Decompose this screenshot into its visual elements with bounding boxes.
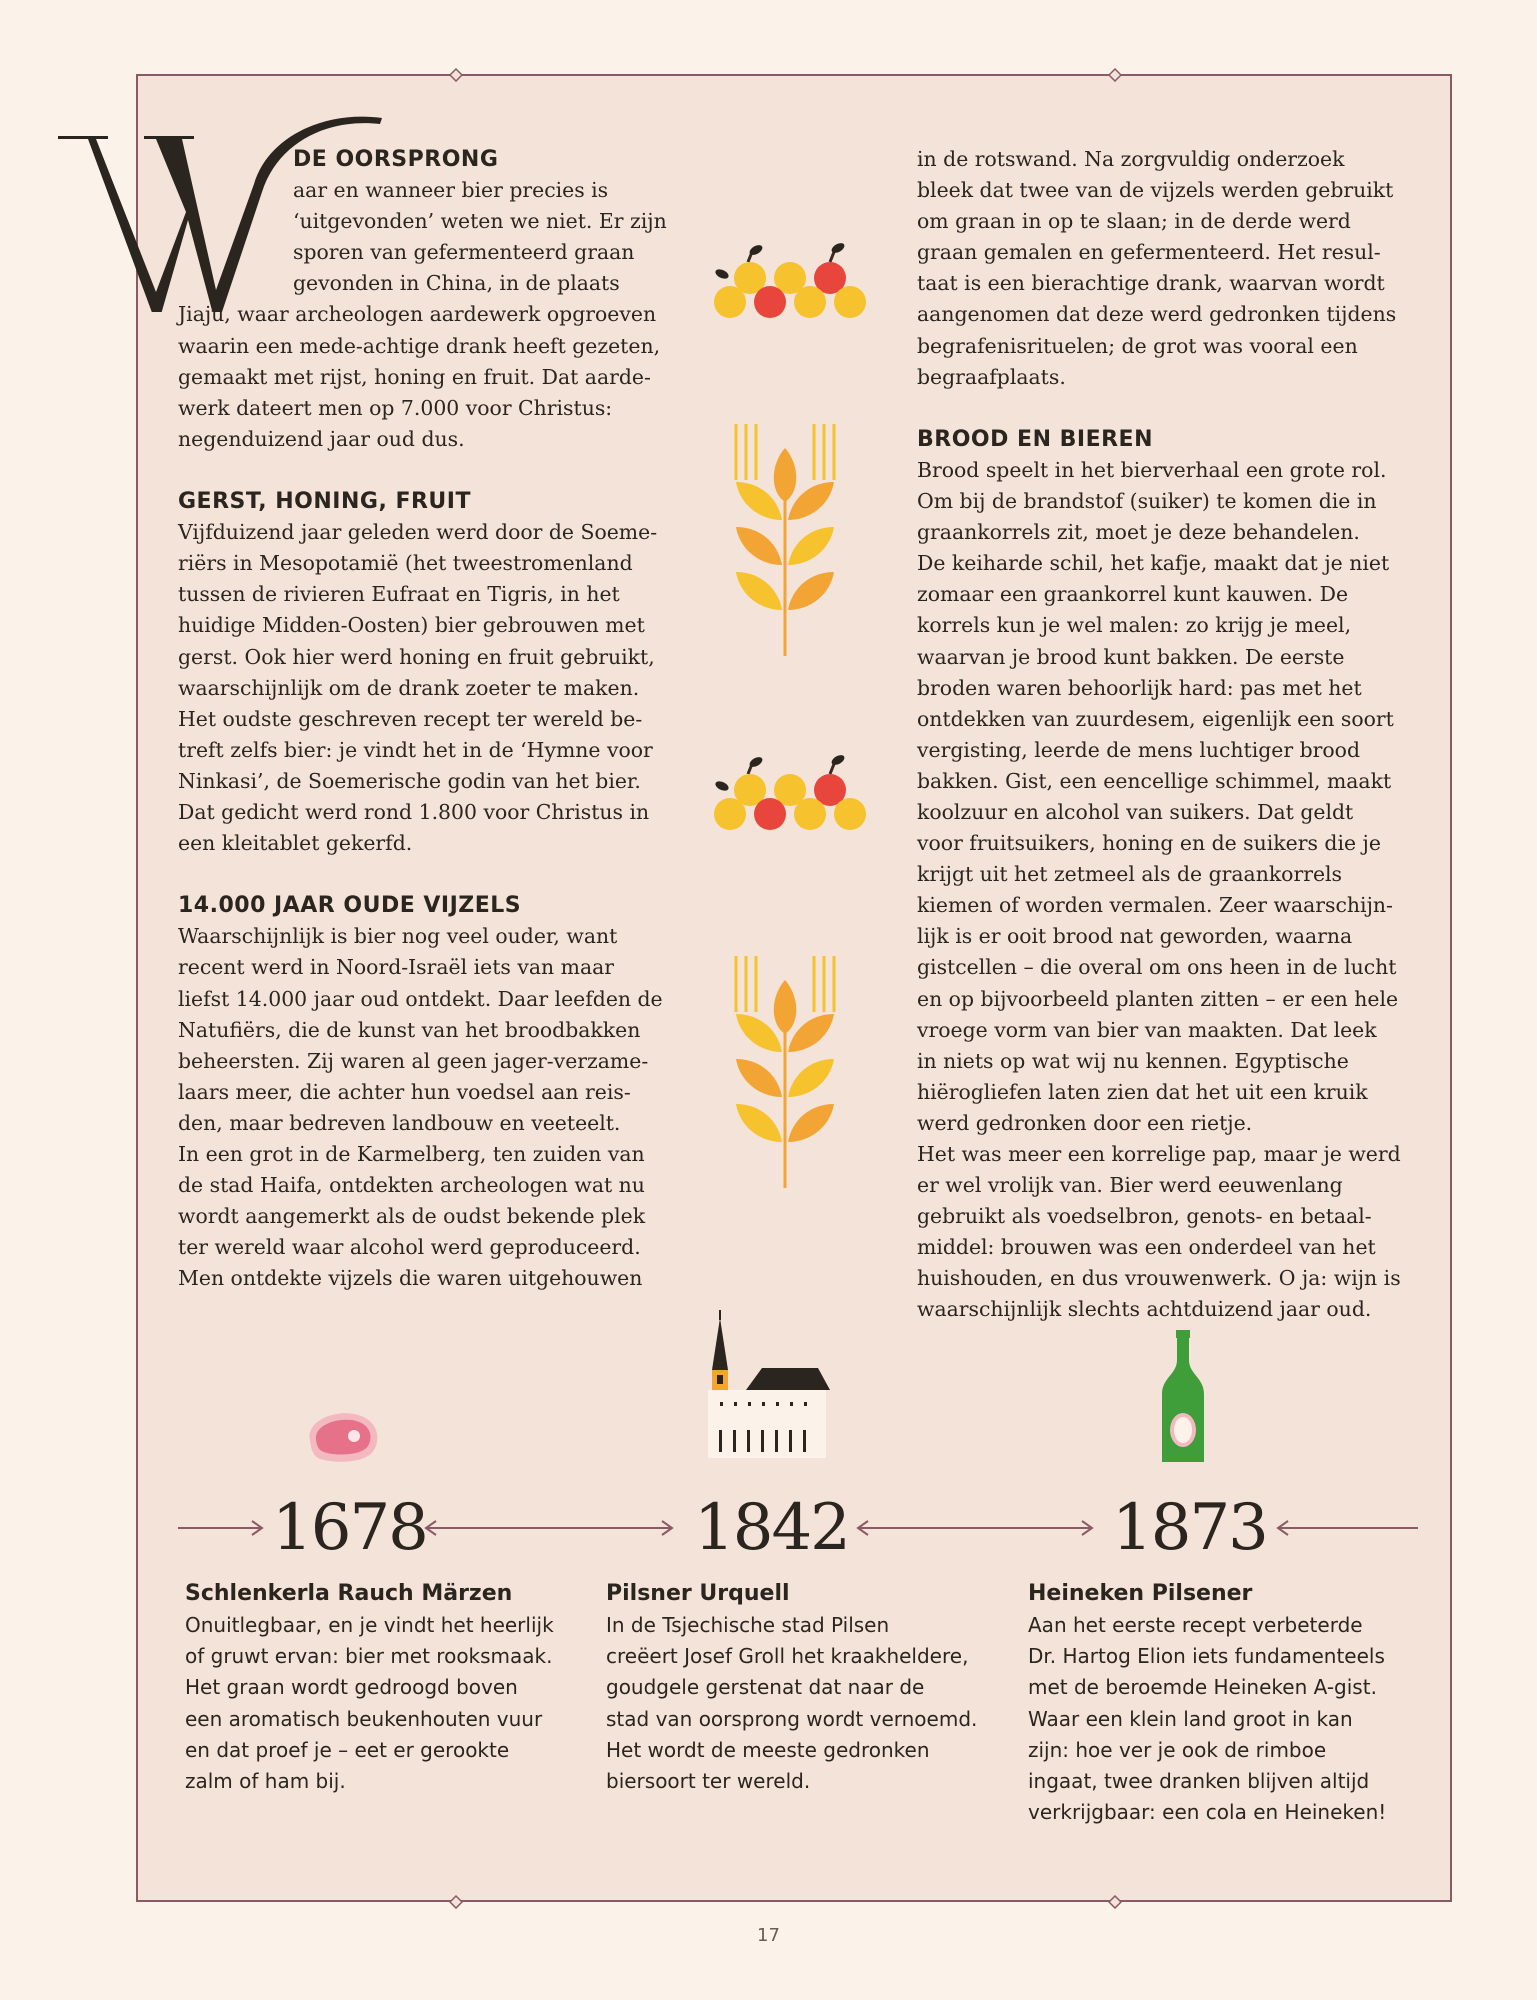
text-line: gebruikt als voedselbron, genots- en betaal- xyxy=(917,1204,1372,1229)
text-line: recent werd in Noord-Israël iets van maar xyxy=(178,955,615,980)
text-line: een kleitablet gekerfd. xyxy=(178,831,413,856)
text-line: broden waren behoorlijk hard: pas met het xyxy=(917,675,1362,700)
text-line: Vijfduizend jaar geleden werd door de Soeme- xyxy=(178,520,658,545)
text-line: Dr. Hartog Elion iets fundamenteels xyxy=(1028,1644,1385,1669)
text-line: middel: brouwen was een onderdeel van het xyxy=(917,1235,1376,1260)
text-line: ‘uitgevonden’ weten we niet. Er zijn xyxy=(293,209,667,234)
section-heading: BROOD EN BIEREN xyxy=(917,426,1153,452)
wheat-icon xyxy=(730,420,840,664)
text-line: Waarschijnlijk is bier nog veel ouder, want xyxy=(178,924,618,949)
timeline-entry xyxy=(606,1578,977,1797)
text-line: en dat proef je – eet er gerookte xyxy=(185,1737,510,1762)
text-line: in niets op wat wij nu kennen. Egyptische xyxy=(917,1048,1349,1073)
page-number: 17 xyxy=(757,1925,780,1946)
text-line: Het wordt de meeste gedronken xyxy=(606,1737,930,1762)
diamond-ornament-icon xyxy=(449,1895,463,1909)
timeline-year: 1678 xyxy=(272,1491,427,1565)
section-heading: 14.000 JAAR OUDE VIJZELS xyxy=(178,893,522,919)
text-line: treft zelfs bier: je vindt het in de ‘Hymne voor xyxy=(178,737,653,762)
entry-title: Pilsner Urquell xyxy=(606,1581,790,1606)
wheat-icon xyxy=(730,952,840,1196)
text-line: graankorrels zit, moet je deze behandelen. xyxy=(917,520,1360,545)
text-line: zijn: hoe ver je ook de rimboe xyxy=(1028,1737,1327,1762)
text-line: negenduizend jaar oud dus. xyxy=(178,426,465,451)
text-line: waarvan je brood kunt bakken. De eerste xyxy=(917,644,1345,669)
text-line: vergisting, leerde de mens luchtiger brood xyxy=(917,737,1360,762)
text-line: tussen de rivieren Eufraat en Tigris, in het xyxy=(178,582,620,607)
text-line: riërs in Mesopotamië (het tweestromenland xyxy=(178,551,633,576)
text-line: kiemen of worden vermalen. Zeer waarschijn- xyxy=(917,893,1393,918)
text-line: biersoort ter wereld. xyxy=(606,1769,811,1794)
text-line: liefst 14.000 jaar oud ontdekt. Daar leefden de xyxy=(178,986,663,1011)
text-line: huidige Midden-Oosten) bier gebrouwen met xyxy=(178,613,645,638)
text-line: creëert Josef Groll het kraakheldere, xyxy=(606,1644,969,1669)
diamond-ornament-icon xyxy=(1108,1895,1122,1909)
column-left xyxy=(178,144,667,1294)
text-line: krijgt uit het zetmeel als de graankorrels xyxy=(917,862,1343,887)
entry-title: Schlenkerla Rauch Märzen xyxy=(185,1581,513,1606)
text-line: er wel vrolijk van. Bier werd eeuwenlang xyxy=(917,1173,1343,1198)
diamond-ornament-icon xyxy=(1108,68,1122,82)
text-line: gerst. Ook hier werd honing en fruit gebruikt, xyxy=(178,644,655,669)
text-line: De keiharde schil, het kafje, maakt dat je niet xyxy=(917,551,1390,576)
text-line: in de rotswand. Na zorgvuldig onderzoek xyxy=(917,147,1345,171)
text-line: lijk is er ooit brood nat geworden, waarna xyxy=(917,924,1353,949)
brewery-icon xyxy=(706,1310,830,1464)
text-line: waarin een mede-achtige drank heeft gezeten, xyxy=(178,333,661,358)
text-line: wordt aangemerkt als de oudst bekende plek xyxy=(178,1204,646,1229)
timeline-year: 1873 xyxy=(1112,1491,1267,1565)
text-line: taat is een bierachtige drank, waarvan wordt xyxy=(917,271,1385,296)
text-line: Onuitlegbaar, en je vindt het heerlijk xyxy=(185,1613,554,1637)
text-line: ter wereld waar alcohol werd geproduceerd. xyxy=(178,1235,641,1260)
text-line: Natufiërs, die de kunst van het broodbakken xyxy=(178,1017,641,1042)
text-line: Om bij de brandstof (suiker) te komen die in xyxy=(917,489,1377,514)
text-line: huishouden, en dus vrouwenwerk. O ja: wijn is xyxy=(917,1266,1401,1291)
column-right xyxy=(917,144,1401,1326)
text-line: bakken. Gist, een eencellige schimmel, maakt xyxy=(917,768,1392,793)
text-line: waarschijnlijk om de drank zoeter te maken. xyxy=(178,675,640,700)
text-line: Aan het eerste recept verbeterde xyxy=(1028,1613,1363,1637)
diamond-ornament-icon xyxy=(449,68,463,82)
text-line: voor fruitsuikers, honing en de suikers die je xyxy=(917,831,1381,856)
text-line: Waar een klein land groot in kan xyxy=(1028,1706,1353,1731)
text-line: hiërogliefen laten zien dat het uit een kruik xyxy=(917,1079,1368,1104)
text-line: zomaar een graankorrel kunt kauwen. De xyxy=(917,582,1349,607)
text-line: goudgele gerstenat dat naar de xyxy=(606,1675,925,1700)
text-line: gemaakt met rijst, honing en fruit. Dat aarde- xyxy=(178,364,651,389)
text-line: korrels kun je wel malen: zo krijg je meel, xyxy=(917,613,1352,638)
text-line: vroege vorm van bier van maakten. Dat leek xyxy=(917,1017,1377,1042)
entry-title: Heineken Pilsener xyxy=(1028,1581,1253,1606)
text-line: de stad Haifa, ontdekten archeologen wat nu xyxy=(178,1173,645,1198)
text-line: verkrijgbaar: een cola en Heineken! xyxy=(1028,1800,1387,1825)
text-line: laars meer, die achter hun voedsel aan reis- xyxy=(178,1079,631,1104)
text-line: om graan in op te slaan; in de derde werd xyxy=(917,209,1351,234)
text-line: ingaat, twee dranken blijven altijd xyxy=(1028,1769,1370,1794)
text-line: werd gedronken door een rietje. xyxy=(917,1110,1253,1135)
text-line: gevonden in China, in de plaats xyxy=(293,271,620,296)
text-line: Jiaju, waar archeologen aardewerk opgroeven xyxy=(178,302,657,327)
text-line: In de Tsjechische stad Pilsen xyxy=(606,1613,890,1637)
text-line: een aromatisch beukenhouten vuur xyxy=(185,1706,543,1731)
text-line: stad van oorsprong wordt vernoemd. xyxy=(606,1706,978,1731)
fruit-icon xyxy=(712,232,872,326)
timeline-year: 1842 xyxy=(694,1491,849,1565)
beer-bottle-icon xyxy=(1160,1330,1206,1468)
text-line: koolzuur en alcohol van suikers. Dat geldt xyxy=(917,799,1354,824)
steak-icon xyxy=(302,1408,382,1470)
text-line: bleek dat twee van de vijzels werden gebruikt xyxy=(917,178,1394,203)
text-line: beheersten. Zij waren al geen jager-verzame- xyxy=(178,1048,649,1073)
text-line: Ninkasi’, de Soemerische godin van het bier. xyxy=(178,768,641,793)
text-line: of gruwt ervan: bier met rooksmaak. xyxy=(185,1644,553,1669)
section-heading: DE OORSPRONG xyxy=(293,147,499,172)
text-line: sporen van gefermenteerd graan xyxy=(293,240,635,265)
text-line: waarschijnlijk slechts achtduizend jaar oud. xyxy=(917,1297,1372,1322)
text-line: Men ontdekte vijzels die waren uitgehouwen xyxy=(178,1266,643,1291)
text-line: met de beroemde Heineken A-gist. xyxy=(1028,1675,1377,1700)
timeline-entry xyxy=(1028,1578,1386,1828)
text-line: en op bijvoorbeeld planten zitten – er een hele xyxy=(917,986,1399,1011)
text-line: Het oudste geschreven recept ter wereld be- xyxy=(178,706,643,731)
text-line: In een grot in de Karmelberg, ten zuiden van xyxy=(178,1142,645,1166)
text-line: zalm of ham bij. xyxy=(185,1769,346,1794)
text-line: ontdekken van zuurdesem, eigenlijk een soort xyxy=(917,706,1394,731)
text-line: Brood speelt in het bierverhaal een grote rol. xyxy=(917,457,1387,482)
section-heading: GERST, HONING, FRUIT xyxy=(178,489,471,515)
fruit-icon xyxy=(712,744,872,838)
text-line: aar en wanneer bier precies is xyxy=(293,178,609,203)
text-line: Het graan wordt gedroogd boven xyxy=(185,1675,518,1700)
text-line: den, maar bedreven landbouw en veeteelt. xyxy=(178,1110,621,1135)
text-line: gistcellen – die overal om ons heen in de lucht xyxy=(917,955,1397,980)
timeline-entry xyxy=(185,1578,554,1797)
text-line: graan gemalen en gefermenteerd. Het resul- xyxy=(917,240,1381,265)
text-line: begraafplaats. xyxy=(917,364,1066,389)
text-line: werk dateert men op 7.000 voor Christus: xyxy=(178,395,613,420)
text-line: aangenomen dat deze werd gedronken tijdens xyxy=(917,302,1397,327)
text-line: Het was meer een korrelige pap, maar je werd xyxy=(917,1142,1401,1166)
timeline xyxy=(178,1488,1418,1568)
text-line: Dat gedicht werd rond 1.800 voor Christus in xyxy=(178,799,650,824)
text-line: begrafenisrituelen; de grot was vooral een xyxy=(917,333,1358,358)
